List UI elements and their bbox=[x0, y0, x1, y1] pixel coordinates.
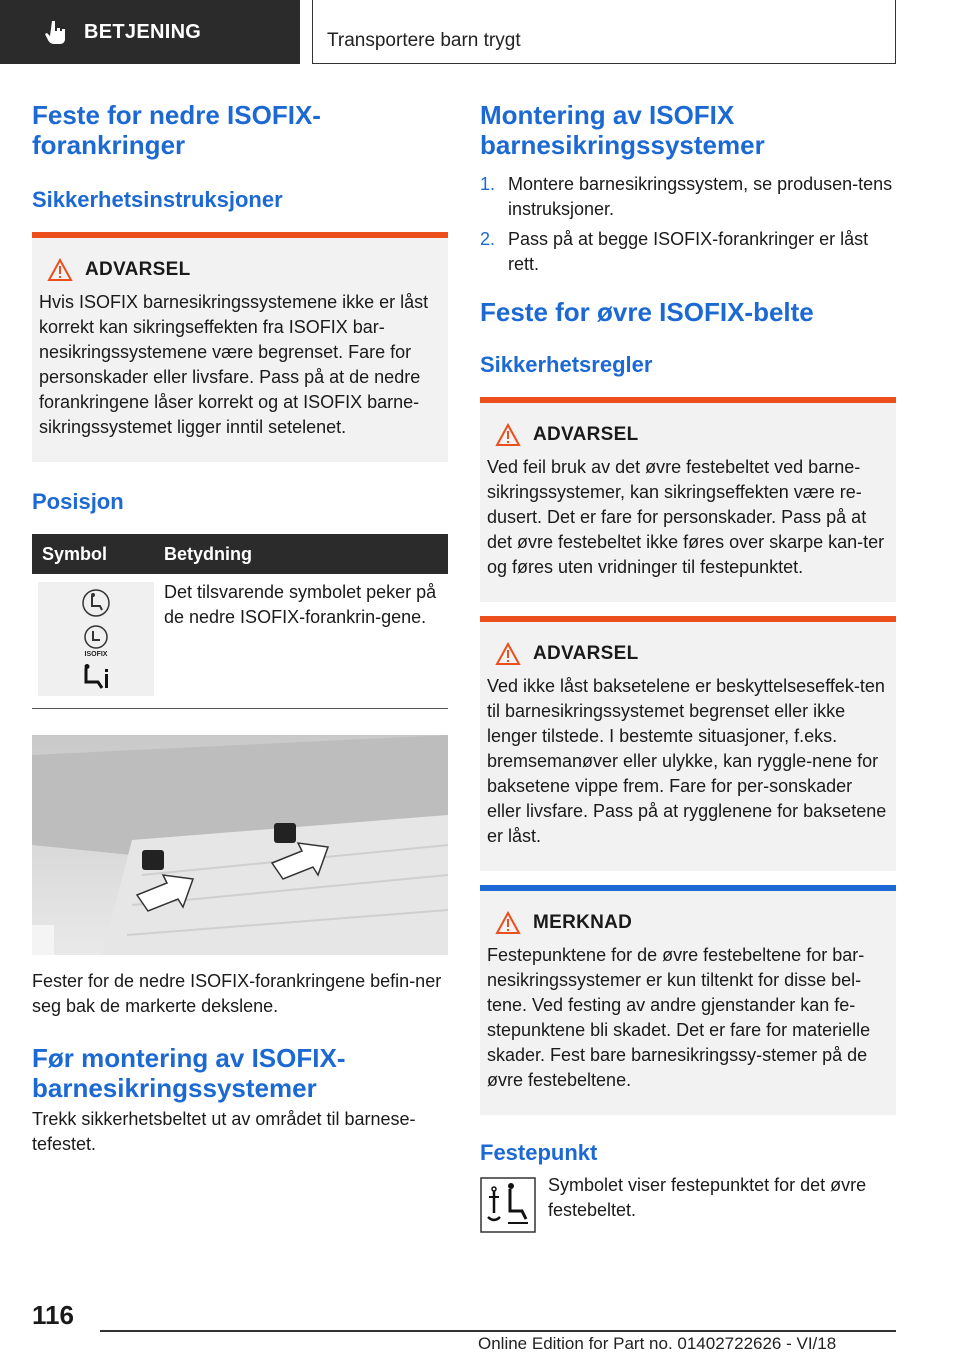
warning-label: ADVARSEL bbox=[85, 259, 191, 280]
before-mounting-text: Trekk sikkerhetsbeltet ut av området til barnese-tefestet. bbox=[32, 1109, 416, 1154]
warning-text: Hvis ISOFIX barnesikringssystemene ikke er låst korrekt kan sikringseffekten fra ISOFIX bar-nesikringssystemene være begrenset. Fare for personskader eller livsfare. Pass på at de nedre forankringene låser korrekt og at ISOFIX barne-sikringssystemet ligger inntil setelenet. bbox=[39, 292, 429, 437]
edition-text: Online Edition for Part no. 01402722626 - VI/18 bbox=[478, 1334, 837, 1353]
heading-before-mounting: Før montering av ISOFIX-barnesikringssystemer bbox=[32, 1043, 346, 1103]
warning-triangle-icon bbox=[495, 642, 521, 666]
step-text: Montere barnesikringssystem, se produsen-tens instruksjoner. bbox=[508, 174, 893, 219]
footer-divider bbox=[100, 1330, 896, 1332]
isofix-icon bbox=[78, 624, 114, 658]
anchor-child-seat-icon bbox=[480, 1177, 536, 1233]
warning-box-2 bbox=[480, 397, 896, 602]
table-row bbox=[32, 574, 448, 709]
left-column bbox=[32, 100, 448, 1157]
symbol-table bbox=[32, 534, 448, 709]
note-box bbox=[480, 885, 896, 1115]
section-tab bbox=[0, 0, 300, 64]
step-text: Pass på at begge ISOFIX-forankringer er låst rett. bbox=[508, 229, 869, 274]
warning-label: ADVARSEL bbox=[533, 643, 639, 664]
rear-seat-photo bbox=[32, 735, 448, 955]
anchor-symbol-row bbox=[480, 1177, 896, 1233]
warning-triangle-icon bbox=[495, 423, 521, 447]
warning-triangle-icon bbox=[495, 911, 521, 935]
heading-safety-instructions: Sikkerhetsinstruksjoner bbox=[32, 187, 283, 212]
heading-mounting-isofix: Montering av ISOFIX barnesikringssystemer bbox=[480, 100, 765, 160]
list-item bbox=[480, 172, 896, 222]
svg-text:ISOFIX: ISOFIX bbox=[84, 651, 108, 658]
warning-label: ADVARSEL bbox=[533, 424, 639, 445]
note-label: MERKNAD bbox=[533, 912, 633, 933]
warning-text: Ved feil bruk av det øvre festebeltet ved barne-sikringssystemer, kan sikringseffekten være re-dusert. Det er fare for personskader. Pass på at det øvre festebeltet ikke føres over skarpe kan-ter og føres uten vridninger til festepunktet. bbox=[487, 457, 885, 577]
section-label: BETJENING bbox=[84, 20, 202, 43]
warning-text: Ved ikke låst baksetelene er beskyttelseseffek-ten til barnesikringssystemet begrenset eller ikke lenger tilstede. I bestemte situasjoner, f.eks. bremsemanøver eller ulykke, kan ryggle-nene for baksetene vippe frem. Fare for per-sonskader eller livsfare. Pass på at rygglenene for baksetene er låst. bbox=[487, 676, 887, 846]
mounting-steps bbox=[480, 172, 896, 277]
page-number: 116 bbox=[32, 1300, 74, 1330]
warning-triangle-icon bbox=[47, 258, 73, 282]
meaning-cell: Det tilsvarende symbolet peker på de nedre ISOFIX-forankrin-gene. bbox=[164, 582, 437, 627]
col-header-symbol: Symbol bbox=[32, 534, 154, 574]
note-text: Festepunktene for de øvre festebeltene for bar-nesikringssystemer er kun tiltenkt for disse bel-tene. Ved festing av andre gjenstander kan fe-stepunktene bli skadet. Det er fare for materielle skader. Fest bare barnesikringssy-stemer på de øvre festebeltene. bbox=[487, 945, 871, 1090]
step-number: 1. bbox=[480, 174, 496, 194]
page-title: Transportere barn trygt bbox=[327, 30, 521, 51]
photo-caption: Fester for de nedre ISOFIX-forankringene befin-ner seg bak de markerte dekslene. bbox=[32, 971, 442, 1016]
heading-safety-rules: Sikkerhetsregler bbox=[480, 352, 653, 377]
seat-info-icon bbox=[80, 664, 112, 690]
col-header-meaning: Betydning bbox=[154, 534, 448, 574]
warning-header bbox=[495, 423, 888, 447]
warning-header bbox=[495, 642, 888, 666]
warning-box-1 bbox=[32, 232, 448, 462]
right-column bbox=[480, 100, 896, 1233]
anchor-text: Symbolet viser festepunktet for det øvre festebeltet. bbox=[548, 1175, 867, 1220]
step-number: 2. bbox=[480, 229, 496, 249]
child-seat-isofix-icon bbox=[81, 588, 111, 618]
symbol-cell bbox=[32, 574, 154, 709]
note-header bbox=[495, 911, 888, 935]
heading-anchor-point: Festepunkt bbox=[480, 1140, 598, 1165]
heading-upper-isofix: Feste for øvre ISOFIX-belte bbox=[480, 297, 814, 327]
hand-pointer-icon bbox=[44, 19, 70, 45]
heading-lower-isofix: Feste for nedre ISOFIX-forankringer bbox=[32, 100, 321, 160]
heading-position: Posisjon bbox=[32, 489, 124, 514]
warning-box-3 bbox=[480, 616, 896, 871]
header-title-box bbox=[312, 0, 896, 64]
warning-header bbox=[47, 258, 440, 282]
list-item bbox=[480, 227, 896, 277]
